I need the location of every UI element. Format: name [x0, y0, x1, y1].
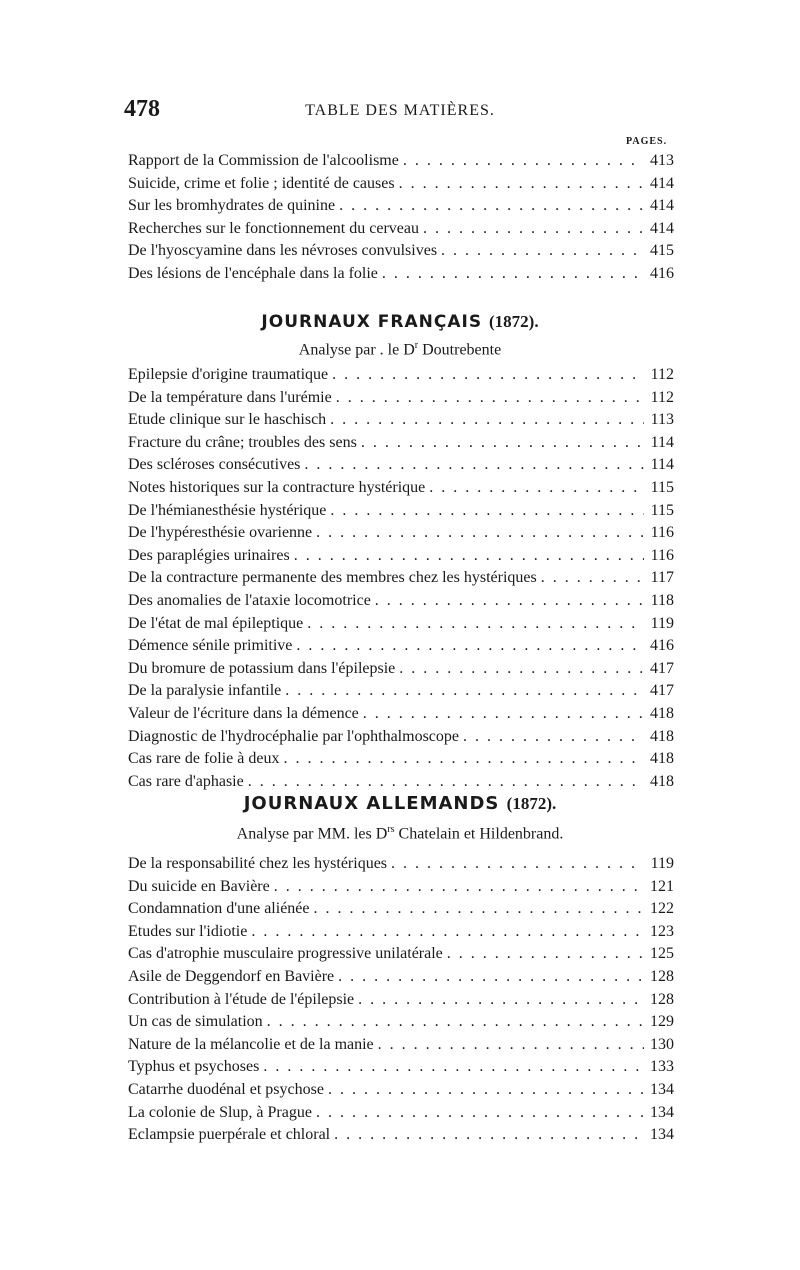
entry-title: La colonie de Slup, à Prague: [128, 1103, 312, 1121]
entry-title: Fracture du crâne; troubles des sens: [128, 433, 357, 451]
analyse-line-francais: Analyse par . le $D^r$ Doutrebente: [298, 340, 502, 359]
toc-entry: [128, 265, 674, 288]
dot-leader: [441, 242, 644, 260]
dot-leader: [314, 900, 645, 918]
entry-page: 112: [650, 366, 674, 383]
toc-entry: [128, 1081, 674, 1104]
dot-leader: [363, 705, 644, 723]
dot-leader: [361, 434, 644, 452]
toc-entry: [128, 175, 674, 198]
entry-title: De la responsabilité chez les hystériques: [128, 855, 388, 872]
toc-entry: [128, 773, 674, 796]
entry-title: Du suicide en Bavière: [128, 877, 270, 895]
entry-title: De la paralysie infantile: [128, 682, 282, 700]
entry-page: 119: [650, 855, 674, 872]
toc-entry: [128, 479, 674, 502]
section-title-text: JOURNAUX ALLEMANDS: [243, 793, 500, 814]
toc-entry: [128, 524, 674, 547]
entry-page: 123: [650, 922, 674, 940]
entry-title: Diagnostic de l'hydrocéphalie par l'ophthalmoscope: [128, 727, 459, 745]
entry-title: Cas d'atrophie musculaire progressive unilatérale: [128, 945, 443, 963]
dot-leader: [338, 968, 644, 986]
entry-page: 117: [650, 569, 674, 587]
entry-list-top: [128, 152, 674, 288]
entry-page: 112: [650, 388, 674, 406]
dot-leader: [285, 682, 644, 700]
entry-title: De la contracture permanente des membres chez les hystériques: [128, 569, 537, 587]
entry-title: Des lésions de l'encéphale dans la folie: [128, 264, 378, 282]
entry-page: 414: [650, 174, 674, 192]
dot-leader: [296, 637, 644, 655]
dot-leader: [307, 615, 644, 633]
entry-title: Suicide, crime et folie ; identité de causes: [128, 174, 395, 192]
entry-title: Démence sénile primitive: [128, 637, 293, 655]
dot-leader: [375, 592, 644, 610]
toc-entry: [128, 1126, 674, 1149]
entry-page: 114: [650, 456, 674, 474]
toc-entry: [128, 750, 674, 773]
toc-entry: [128, 615, 674, 638]
entry-page: 116: [650, 546, 674, 564]
toc-entry: [128, 878, 674, 901]
entry-page: 122: [650, 900, 674, 918]
entry-page: 414: [650, 219, 674, 237]
dot-leader: [358, 991, 644, 1009]
toc-entry: [128, 547, 674, 570]
entry-page: 414: [650, 197, 674, 215]
entry-title: De l'hyoscyamine dans les névroses convulsives: [128, 242, 438, 260]
entry-page: 418: [650, 772, 674, 790]
dot-leader: [251, 923, 644, 941]
dot-leader: [334, 1126, 644, 1144]
entry-title: Rapport de la Commission de l'alcoolisme: [128, 152, 399, 169]
toc-entry: [128, 456, 674, 479]
entry-title: De l'état de mal épileptique: [128, 614, 304, 632]
entry-title: Asile de Deggendorf en Bavière: [128, 967, 335, 985]
entry-page: 128: [650, 990, 674, 1008]
entry-title: Valeur de l'écriture dans la démence: [128, 704, 359, 722]
toc-entry: [128, 592, 674, 615]
entry-title: Des anomalies de l'ataxie locomotrice: [128, 591, 371, 609]
dot-leader: [330, 411, 644, 429]
dot-leader: [304, 456, 644, 474]
entry-page: 129: [650, 1013, 674, 1031]
toc-entry: [128, 991, 674, 1014]
dot-leader: [403, 152, 644, 170]
toc-entry: [128, 968, 674, 991]
toc-entry: [128, 945, 674, 968]
entry-title: Du bromure de potassium dans l'épilepsie: [128, 659, 396, 677]
entry-title: Typhus et psychoses: [128, 1058, 260, 1076]
toc-entry: [128, 1036, 674, 1059]
entry-list-francais: [128, 366, 674, 795]
page-number: 478: [124, 96, 160, 122]
section-title-francais: [0, 312, 800, 332]
entry-title: Des paraplégies urinaires: [128, 546, 290, 564]
pages-column-label: PAGES.: [626, 136, 668, 147]
section-title-text: JOURNAUX FRANÇAIS: [261, 312, 483, 332]
dot-leader: [274, 878, 644, 896]
entry-page: 119: [650, 614, 674, 632]
entry-title: Epilepsie d'origine traumatique: [128, 366, 329, 383]
dot-leader: [283, 750, 644, 768]
dot-leader: [248, 773, 644, 791]
toc-entry: [128, 923, 674, 946]
toc-entry: [128, 682, 674, 705]
entry-title: Contribution à l'étude de l'épilepsie: [128, 990, 355, 1008]
entry-page: 114: [650, 433, 674, 451]
toc-entry: [128, 389, 674, 412]
dot-leader: [447, 945, 644, 963]
entry-title: Sur les bromhydrates de quinine: [128, 197, 336, 215]
toc-entry: [128, 1058, 674, 1081]
toc-entry: [128, 637, 674, 660]
entry-page: 413: [650, 152, 674, 169]
entry-page: 415: [650, 242, 674, 260]
entry-title: Etude clinique sur le haschisch: [128, 411, 327, 429]
entry-page: 118: [650, 591, 674, 609]
entry-title: Catarrhe duodénal et psychose: [128, 1080, 324, 1098]
dot-leader: [399, 660, 644, 678]
dot-leader: [382, 265, 644, 283]
entry-title: De l'hypéresthésie ovarienne: [128, 524, 313, 542]
entry-list-allemands: [128, 855, 674, 1149]
entry-title: De l'hémianesthésie hystérique: [128, 501, 327, 519]
dot-leader: [541, 569, 644, 587]
toc-entry: [128, 152, 674, 175]
entry-title: Etudes sur l'idiotie: [128, 922, 248, 940]
entry-title: Eclampsie puerpérale et chloral: [128, 1126, 331, 1144]
entry-page: 133: [650, 1058, 674, 1076]
entry-page: 418: [650, 704, 674, 722]
section-title-allemands: [0, 793, 800, 814]
section-year: (1872).: [506, 794, 557, 813]
dot-leader: [463, 728, 644, 746]
toc-entry: [128, 569, 674, 592]
toc-entry: [128, 366, 674, 389]
entry-page: 128: [650, 967, 674, 985]
dot-leader: [429, 479, 644, 497]
toc-entry: [128, 411, 674, 434]
entry-page: 121: [650, 877, 674, 895]
entry-page: 134: [650, 1103, 674, 1121]
toc-entry: [128, 660, 674, 683]
dot-leader: [399, 175, 644, 193]
entry-page: 115: [650, 501, 674, 519]
analyse-line-allemands: Analyse par MM. les $D^{rs}$ Chatelain et Hildenbrand.: [236, 824, 564, 843]
entry-title: Notes historiques sur la contracture hystérique: [128, 478, 426, 496]
entry-page: 418: [650, 727, 674, 745]
entry-page: 416: [650, 264, 674, 282]
dot-leader: [391, 855, 644, 873]
dot-leader: [330, 502, 644, 520]
entry-page: 115: [650, 478, 674, 496]
entry-page: 134: [650, 1126, 674, 1144]
entry-title: Nature de la mélancolie et de la manie: [128, 1035, 374, 1053]
dot-leader: [332, 366, 644, 384]
toc-entry: [128, 434, 674, 457]
page-header: [124, 96, 676, 126]
toc-entry: [128, 900, 674, 923]
dot-leader: [378, 1036, 644, 1054]
dot-leader: [328, 1081, 644, 1099]
toc-entry: [128, 242, 674, 265]
dot-leader: [267, 1013, 644, 1031]
entry-page: 417: [650, 659, 674, 677]
entry-page: 125: [650, 945, 674, 963]
running-title: TABLE DES MATIÈRES.: [305, 102, 495, 119]
toc-entry: [128, 728, 674, 751]
entry-title: Cas rare d'aphasie: [128, 772, 244, 790]
entry-page: 113: [650, 411, 674, 429]
entry-page: 130: [650, 1035, 674, 1053]
entry-page: 416: [650, 637, 674, 655]
entry-title: Un cas de simulation: [128, 1013, 263, 1031]
dot-leader: [336, 389, 644, 407]
toc-entry: [128, 220, 674, 243]
dot-leader: [263, 1058, 644, 1076]
entry-page: 417: [650, 682, 674, 700]
section-year: (1872).: [489, 312, 539, 331]
toc-entry: [128, 1104, 674, 1127]
entry-title: De la température dans l'urémie: [128, 388, 332, 406]
entry-page: 418: [650, 750, 674, 768]
toc-entry: [128, 705, 674, 728]
toc-entry: [128, 502, 674, 525]
entry-page: 134: [650, 1080, 674, 1098]
dot-leader: [316, 524, 644, 542]
dot-leader: [294, 547, 644, 565]
entry-title: Des scléroses consécutives: [128, 456, 301, 474]
entry-title: Recherches sur le fonctionnement du cerveau: [128, 219, 419, 237]
entry-title: Cas rare de folie à deux: [128, 750, 280, 768]
toc-entry: [128, 197, 674, 220]
dot-leader: [423, 220, 644, 238]
dot-leader: [316, 1104, 644, 1122]
entry-page: 116: [650, 524, 674, 542]
toc-entry: [128, 855, 674, 878]
entry-title: Condamnation d'une aliénée: [128, 900, 310, 918]
dot-leader: [339, 197, 644, 215]
toc-entry: [128, 1013, 674, 1036]
